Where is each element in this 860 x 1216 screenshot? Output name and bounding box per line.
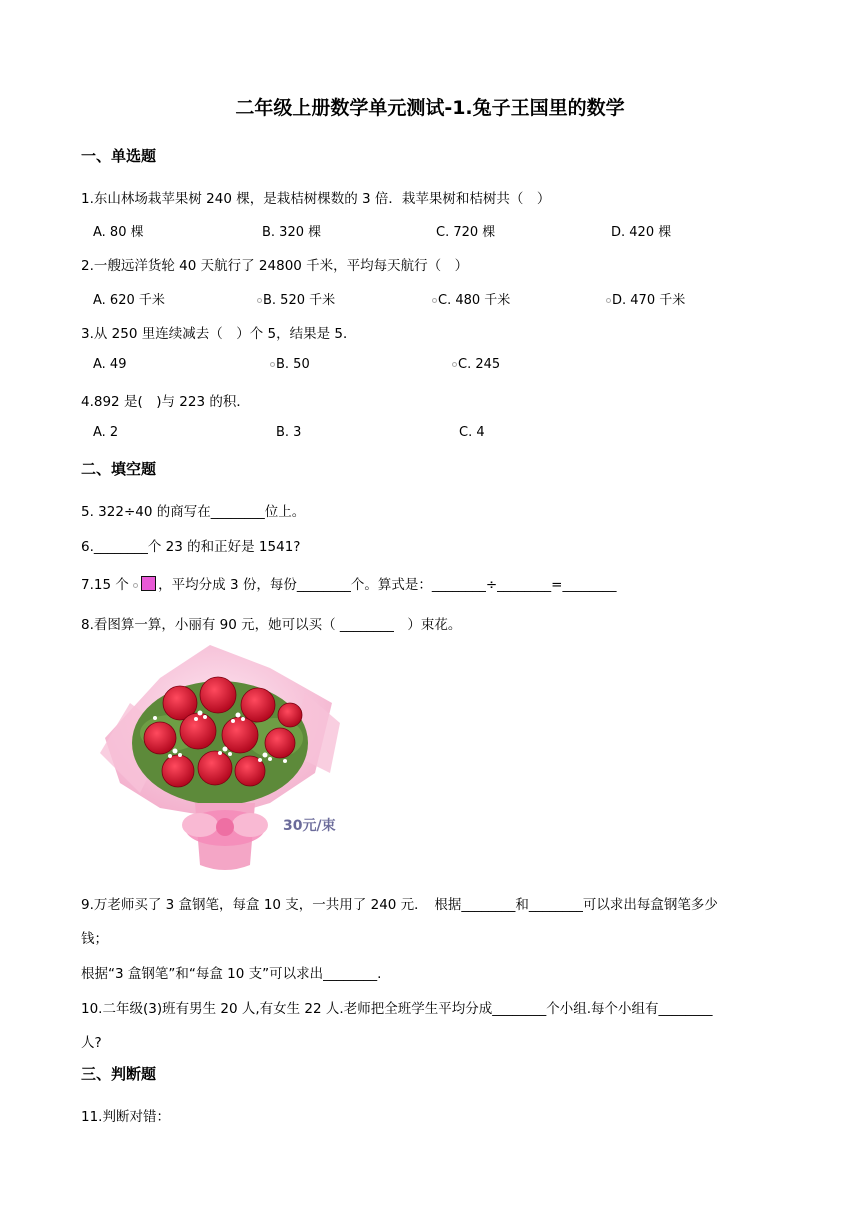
dot-icon [257, 298, 262, 303]
section-heading-single-choice: 一、单选题 [81, 147, 157, 165]
question-3-option-c [452, 357, 500, 372]
question-9-line-2: 钱； [81, 931, 108, 947]
dot-icon [133, 583, 138, 588]
question-10-line-2: 人? [81, 1035, 102, 1051]
question-2-option-b [257, 289, 335, 308]
question-7-prefix: 7.15 个 [81, 577, 129, 593]
question-6-text: 6.________个 23 的和正好是 1541? [81, 539, 301, 555]
question-1-option-b: B. 320 棵 [262, 225, 322, 240]
question-10-line-1: 10.二年级(3)班有男生 20 人,有女生 22 人.老师把全班学生平均分成________个小组.每个小组有________ [81, 1001, 713, 1017]
question-1-text: 1.东山林场栽苹果树 240 棵，是栽桔树棵数的 3 倍．栽苹果树和桔树共（ ） [81, 191, 551, 207]
question-4-option-c: C. 4 [459, 425, 485, 440]
question-2-text: 2.一艘远洋货轮 40 天航行了 24800 千米，平均每天航行（ ） [81, 258, 469, 274]
dot-icon [432, 298, 437, 303]
question-5-text: 5. 322÷40 的商写在________位上。 [81, 504, 306, 520]
page-title: 二年级上册数学单元测试-1.兔子王国里的数学 [235, 97, 625, 119]
question-2-option-d [606, 289, 685, 308]
question-1-option-c: C. 720 棵 [436, 225, 496, 240]
question-9-line-1: 9.万老师买了 3 盒钢笔，每盒 10 支，一共用了 240 元． 根据________和________可以求出每盒钢笔多少 [81, 897, 718, 913]
question-2-option-b-label: B. 520 千米 [263, 293, 336, 308]
dot-icon [452, 362, 457, 367]
question-3-option-c-label: C. 245 [458, 357, 501, 372]
pink-square-icon [141, 576, 156, 591]
question-9-line-3: 根据“3 盒钢笔”和“每盒 10 支”可以求出________. [81, 966, 382, 982]
question-3-text: 3.从 250 里连续减去（ ）个 5，结果是 5． [81, 326, 357, 342]
question-11-text: 11.判断对错： [81, 1109, 170, 1125]
question-2-option-a: A. 620 千米 [93, 293, 165, 308]
section-heading-fill-blank: 二、填空题 [81, 460, 157, 478]
question-1-option-a: A. 80 棵 [93, 225, 144, 240]
section-heading-true-false: 三、判断题 [81, 1065, 157, 1083]
question-4-text: 4.892 是( )与 223 的积． [81, 394, 250, 410]
question-3-option-b [270, 357, 310, 372]
dot-icon [270, 362, 275, 367]
question-8-text: 8.看图算一算，小丽有 90 元，她可以买（ ________ ）束花。 [81, 617, 462, 633]
question-2-option-c [432, 289, 510, 308]
question-3-option-b-label: B. 50 [276, 357, 310, 372]
question-4-option-a: A. 2 [93, 425, 119, 440]
question-4-option-b: B. 3 [276, 425, 302, 440]
question-3-option-a: A. 49 [93, 357, 127, 372]
rose-bouquet-image [100, 643, 340, 877]
question-7-suffix: ，平均分成 3 份，每份________个。算式是：________÷________=________ [158, 577, 617, 593]
question-2-option-c-label: C. 480 千米 [438, 293, 511, 308]
question-1-option-d: D. 420 棵 [611, 225, 672, 240]
flower-price-label: 30元/束 [283, 818, 336, 834]
dot-icon [606, 298, 611, 303]
question-7-text [81, 573, 616, 593]
question-2-option-d-label: D. 470 千米 [612, 293, 686, 308]
